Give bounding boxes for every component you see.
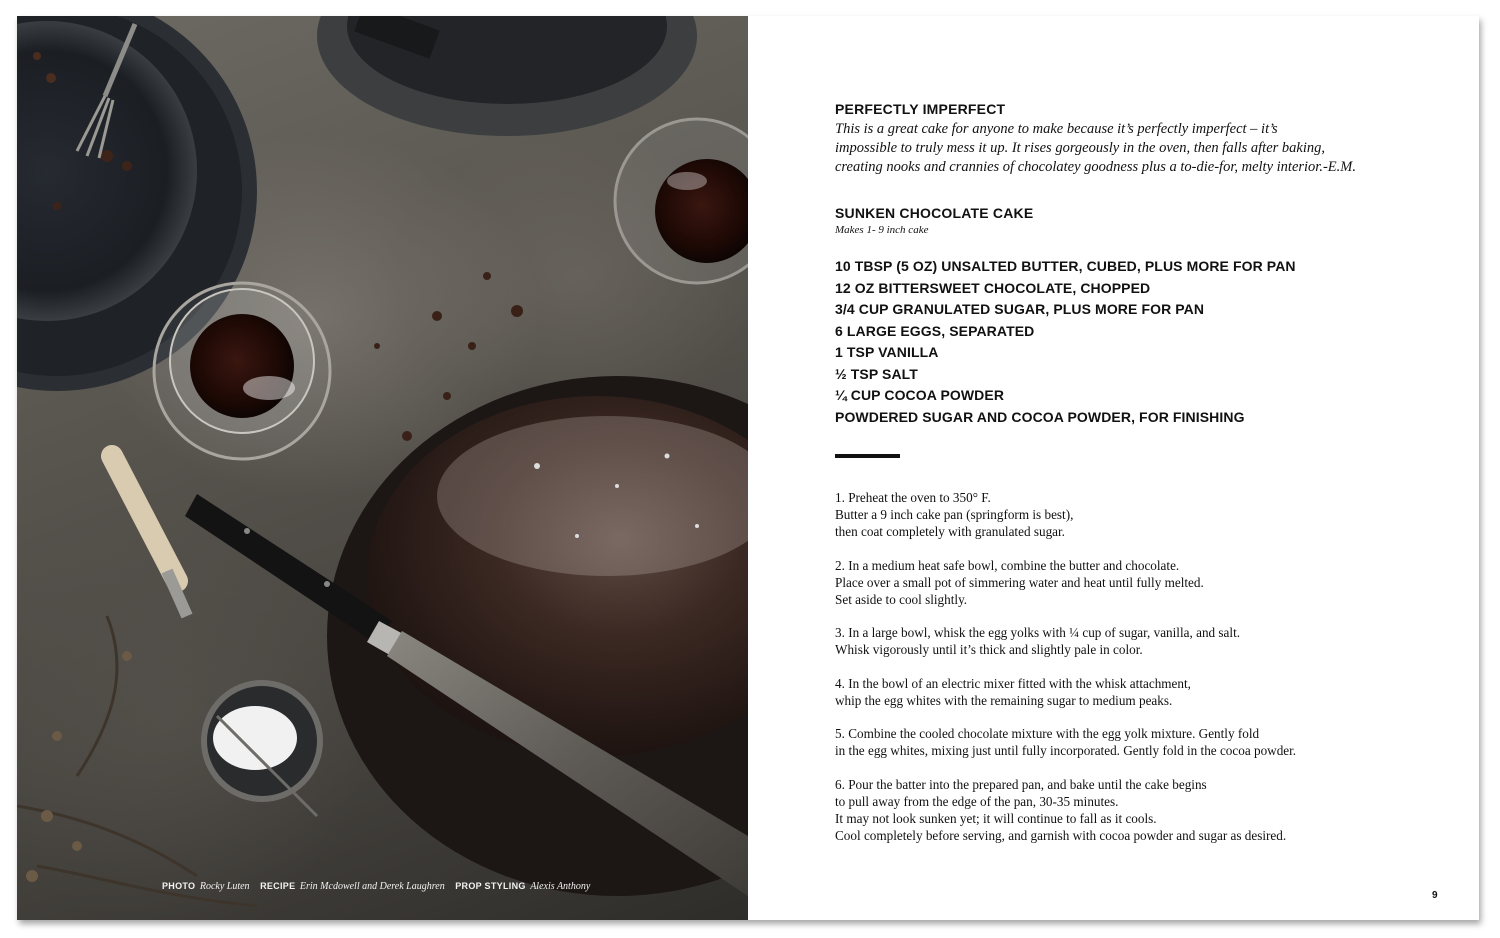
intro-line: This is a great cake for anyone to make because it’s perfectly imperfect – it’s [835,121,1278,137]
recipe-content [835,100,1435,860]
intro-paragraph [835,120,1435,177]
recipe-title: SUNKEN CHOCOLATE CAKE [835,205,1034,221]
ingredient-item: 6 LARGE EGGS, SEPARATED [835,322,1035,339]
step-line: whip the egg whites with the remaining sugar to medium peaks. [835,692,1173,708]
magazine-spread [17,16,1479,920]
step-6 [835,776,1435,844]
credit-name-photo: Rocky Luten [199,881,250,892]
recipe-yield: Makes 1- 9 inch cake [835,224,929,236]
step-line: to pull away from the edge of the pan, 30-35 minutes. [835,793,1119,809]
step-line: 6. Pour the batter into the prepared pan, and bake until the cake begins [835,776,1207,792]
top-plate [317,16,697,136]
step-line: 5. Combine the cooled chocolate mixture with the egg yolk mixture. Gently fold [835,726,1260,741]
step-line: 3. In a large bowl, whisk the egg yolks with ¼ cup of sugar, vanilla, and salt. [835,625,1241,640]
step-line: Cool completely before serving, and garnish with cocoa powder and sugar as desired. [835,827,1287,843]
step-5 [835,725,1435,759]
intro-line: impossible to truly mess it up. It rises gorgeously in the oven, then falls after baking, [835,140,1325,156]
method-steps [835,489,1435,844]
recipe-page [748,16,1479,920]
wine-glass-left [154,283,330,459]
credit-name-recipe: Erin Mcdowell and Derek Laughren [299,881,445,892]
ingredient-item: ½ TSP SALT [835,365,918,382]
credit-label-recipe: RECIPE [260,881,296,891]
photo-illustration [17,16,748,920]
step-line: 4. In the bowl of an electric mixer fitted with the whisk attachment, [835,675,1191,691]
credit-label-prop-styling: PROP STYLING [455,881,526,891]
ingredient-item: 3/4 CUP GRANULATED SUGAR, PLUS MORE FOR PAN [835,301,1205,317]
step-line: 2. In a medium heat safe bowl, combine the butter and chocolate. [835,557,1180,573]
step-4 [835,675,1435,709]
intro-line: creating nooks and crannies of chocolatey goodness plus a to-die-for, melty interior.-E.M. [835,159,1356,175]
step-3 [835,624,1435,658]
step-line: Butter a 9 inch cake pan (springform is best), [835,507,1074,522]
ingredient-item: POWDERED SUGAR AND COCOA POWDER, FOR FINISHING [835,408,1245,425]
ingredient-item: 12 OZ BITTERSWEET CHOCOLATE, CHOPPED [835,279,1151,296]
step-line: Place over a small pot of simmering water and heat until fully melted. [835,574,1204,590]
section-divider [835,454,900,458]
page-number: 9 [1432,890,1438,901]
step-line: Whisk vigorously until it’s thick and slightly pale in color. [835,642,1143,657]
step-line: Set aside to cool slightly. [835,591,968,607]
wine-glass-right [615,119,748,283]
step-line: in the egg whites, mixing just until fully incorporated. Gently fold in the cocoa powder. [835,743,1297,758]
credit-name-prop-styling: Alexis Anthony [530,881,591,892]
ingredient-item: 10 TBSP (5 OZ) UNSALTED BUTTER, CUBED, PLUS MORE FOR PAN [835,258,1296,274]
step-2 [835,557,1435,608]
ingredient-item: 1 TSP VANILLA [835,344,939,360]
intro-heading: PERFECTLY IMPERFECT [835,101,1006,117]
ingredient-list [835,256,1435,428]
step-1 [835,489,1435,540]
photo-credits [162,881,598,892]
ingredient-item: ¼ CUP COCOA POWDER [835,387,1005,403]
step-line: It may not look sunken yet; it will continue to fall as it cools. [835,810,1157,826]
step-line: 1. Preheat the oven to 350° F. [835,490,991,505]
credit-label-photo: PHOTO [162,881,196,891]
step-line: then coat completely with granulated sugar. [835,524,1065,539]
chocolate-cake-photo [17,16,748,920]
